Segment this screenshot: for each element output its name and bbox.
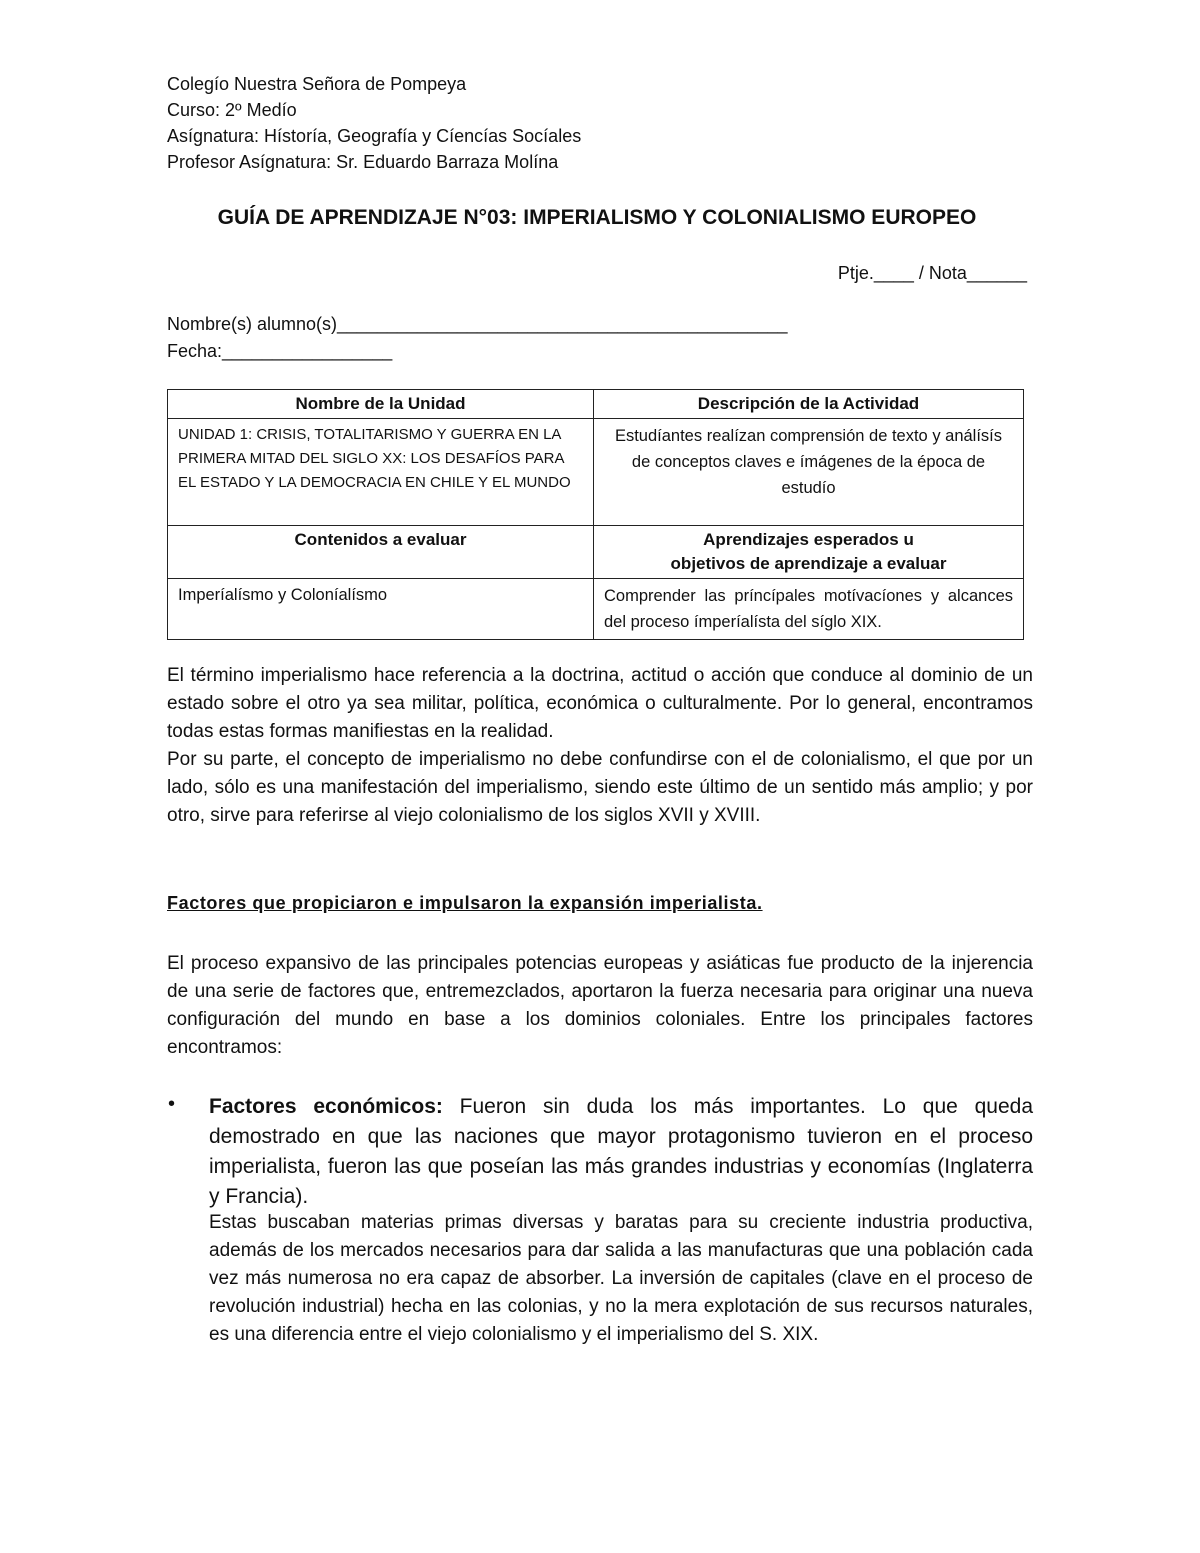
economic-factors-item (209, 1092, 1033, 1212)
objectives-header-line1: Aprendizajes esperados u (703, 530, 914, 549)
contents-cell: Imperíalísmo y Coloníalísmo (168, 579, 594, 640)
section-intro-paragraph: El proceso expansivo de las principales potencias europeas y asiáticas fue producto de la injerencia de una serie de factores que, entremezclados, aportaron la fuerza necesaria para originar una nueva configuración del mundo en base a los dominios coloniales. Entre los principales factores encontramos: (167, 953, 1033, 1058)
activity-description-cell: Estudíantes realízan comprensión de texto y análísís de conceptos claves e ímágenes de la época de estudío (594, 419, 1024, 526)
student-name-field: Nombre(s) alumno(s)_____________________________________________ (167, 314, 788, 334)
economic-factors-label: Factores económicos: (209, 1095, 443, 1118)
objectives-header-line2: objetivos de aprendizaje a evaluar (670, 554, 947, 573)
score-grade-line: Ptje.____ / Nota______ (837, 263, 1027, 283)
school-name: Colegío Nuestra Señora de Pompeya (167, 74, 467, 94)
economic-factors-text: Fueron sin duda los más importantes. Lo que queda demostrado en que las naciones que mayor protagonismo tuvieron en el proceso imperialista, fueron las que poseían las más grandes industrias y economías (Inglaterra y Francia). (209, 1095, 1033, 1208)
section-heading: Factores que propiciaron e impulsaron la expansión imperialista. (167, 893, 763, 913)
unit-name-cell: UNIDAD 1: CRISIS, TOTALITARISMO Y GUERRA EN LA PRIMERA MITAD DEL SIGLO XX: LOS DESAFÍOS PARA EL ESTADO Y LA DEMOCRACIA EN CHILE Y EL MUNDO (168, 419, 594, 526)
objectives-cell: Comprender las príncípales motívacíones y alcances del proceso ímperíalísta del síglo XIX. (594, 579, 1024, 640)
teacher-line: Profesor Asígnatura: Sr. Eduardo Barraza Molína (167, 152, 559, 172)
intro-paragraph-2: Por su parte, el concepto de imperialismo no debe confundirse con el de colonialismo, el que por un lado, sólo es una manifestación del imperialismo, siendo este último de un sentido más amplio; y por otro, sirve para referirse al viejo colonialismo de los siglos XVII y XVIII. (167, 749, 1033, 826)
objectives-header (594, 526, 1024, 579)
subject-line: Asígnatura: Hístoría, Geografía y Cíencías Socíales (167, 126, 582, 146)
contents-header: Contenidos a evaluar (168, 526, 594, 579)
unit-name-header: Nombre de la Unidad (168, 390, 594, 419)
unit-info-table (167, 389, 1024, 640)
economic-factors-detail: Estas buscaban materias primas diversas y baratas para su creciente industria productiva, además de los mercados necesarios para dar salida a las manufacturas que una población cada vez más numerosa no era capaz de absorber. La inversión de capitales (clave en el proceso de revolución industrial) hecha en las colonias, y no la mera explotación de sus recursos naturales, es una diferencia entre el viejo colonialismo y el imperialismo del S. XIX. (209, 1212, 1033, 1345)
document-title: GUÍA DE APRENDIZAJE N°03: IMPERIALISMO Y COLONIALISMO EUROPEO (217, 206, 977, 229)
date-field: Fecha:_________________ (167, 341, 393, 361)
course-line: Curso: 2º Medío (167, 100, 297, 120)
bullet-marker: • (168, 1093, 176, 1115)
activity-description-header: Descripción de la Actividad (594, 390, 1024, 419)
intro-paragraph-1: El término imperialismo hace referencia a la doctrina, actitud o acción que conduce al dominio de un estado sobre el otro ya sea militar, política, económica o culturalmente. Por lo general, encontramos todas estas formas manifiestas en la realidad. (167, 665, 1033, 742)
